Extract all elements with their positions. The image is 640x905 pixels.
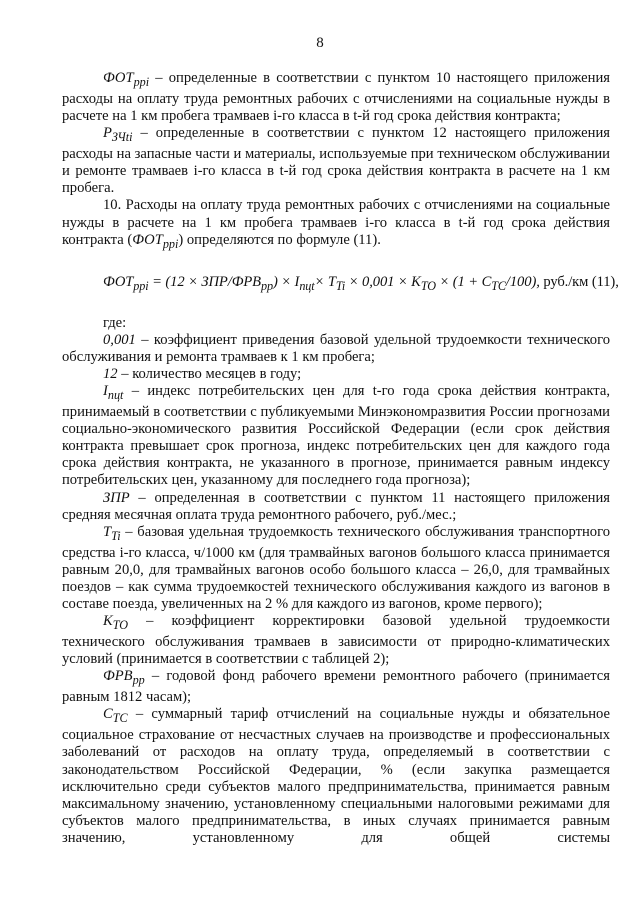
term: $ФОТ_{ppi}$ [132,231,179,251]
term: $Р_{ЗЧti}$ [103,125,133,145]
definition-frv: $ФРВ_{pp}$ – годовой фонд рабочего времени ремонтного рабочего (принимается равным 1812 часам); [62,668,610,706]
term: $ФОТ_{ppi}$ [103,70,150,89]
definition-12: 12 – количество месяцев в году; [103,365,302,382]
document-body [62,70,619,847]
where-label: где: [103,314,127,331]
definition-tti: $T_{Ti}$ – базовая удельная трудоемкость технического обслуживания транспортного средства i-го класса, ч/1000 км (для трамвайных вагонов большого класса принимается равным 20,0, для трамвайных вагонов особо большого класса – 26,0, для трамвайных поездов – как сумма трудоемкостей технического обслуживания каждого из вагонов в составе поезда, увеличенных на 2 % для каждого из вагонов, кроме первого); [62,523,610,612]
page-number: 8 [316,35,324,51]
definition-ctc: $C_{TC}$ – суммарный тариф отчислений на социальные нужды и обязательное социальное страхование от несчастных случаев на производстве и профессиональных заболеваний от расходов на оплату труда, определяемый в соответствии с законодательством Российской Федерации, % (если закупка размещается исключительно среди субъектов малого предпринимательства, принимается равным максимальному значению, установленному специальными налоговыми режимами для субъектов малого предпринимательства, в иных случаях принимается равным значению, установленному для общей системы [62,706,610,846]
definition-0001: 0,001 – коэффициент приведения базовой удельной трудоемкости технического обслуживания и ремонта трамваев к 1 км пробега; [62,331,610,365]
formula-11: $ФОТ_{ppi} = (12 \times ЗПР/ФРВ_{pp}) \times I_{пцt}\times T_{Ti} \times 0,001 \times K_{TO} \times (1 + C_{TC}/100)$, руб./км (11), [103,273,619,293]
paragraph-rzch-definition: $Р_{ЗЧti}$ – определенные в соответствии с пунктом 12 настоящего приложения расходы на запасные части и материалы, используемые при техническом обслуживании и ремонте трамваев i-го класса в t-й год срока действия контракта в расчете на 1 км пробега. [62,125,610,197]
definition-kto: $K_{TO}$ – коэффициент корректировки базовой удельной трудоемкости технического обслуживания трамваев в зависимости от природно-климатических условий (принимается в соответствии с таблицей 2); [62,613,610,668]
paragraph-fot-definition: $ФОТ_{ppi}$ – определенные в соответствии с пунктом 10 настоящего приложения расходы на оплату труда ремонтных рабочих с отчислениями на социальные нужды в расчете на 1 км пробега трамваев i-го класса в t-й год срока действия контракта; [62,70,610,125]
definition-ipc: $I_{пцt}$ – индекс потребительских цен для t-го года срока действия контракта, принимаемый в соответствии с публикуемыми Минэкономразвития России прогнозами социально-экономического развития Российской Федерации (если срок действия контракта превышает срок прогноза, индекс потребительских цен для каждого года срока действия контракта, не указанного в прогнозе, принимается равным индексу потребительских цен, указанному для последнего года прогноза); [62,383,610,489]
paragraph-item-10: 10. Расходы на оплату труда ремонтных рабочих с отчислениями на социальные нужды в расчете на 1 км пробега трамваев i-го класса в t-й год срока действия контракта $(ФОТ_{ppi})$ определяются по формуле (11). [62,197,610,251]
definition-zpr: ЗПР – определенная в соответствии с пунктом 11 настоящего приложения средняя месячная оплата труда ремонтного рабочего, руб./мес.; [62,489,610,523]
